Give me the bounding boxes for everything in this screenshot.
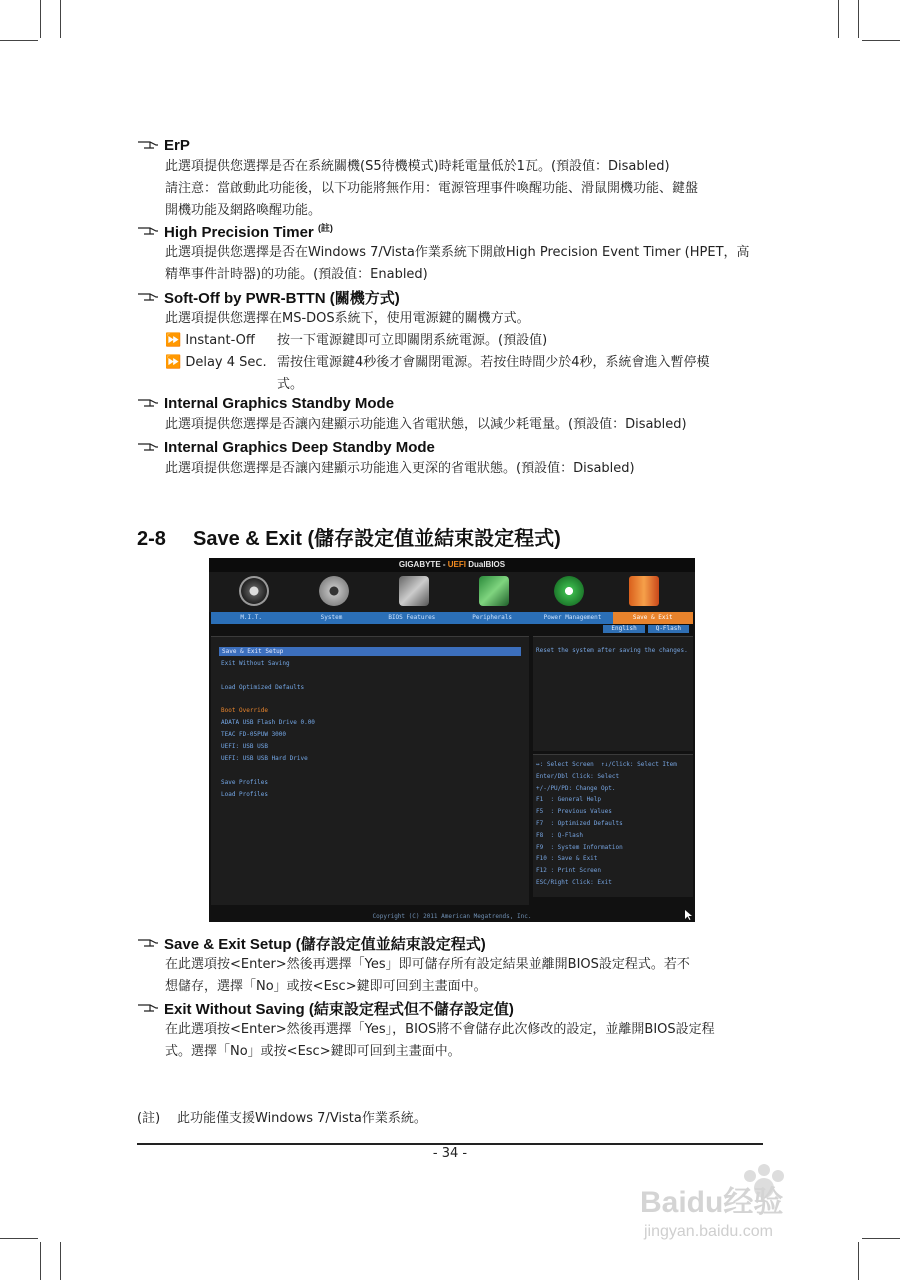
chip-icon <box>399 576 429 606</box>
option-title: High Precision Timer $^{(註)}$ <box>164 223 333 241</box>
menu-item-exit-without-saving[interactable]: Exit Without Saving <box>221 660 290 667</box>
menu-item-save-profiles[interactable]: Save Profiles <box>221 779 268 786</box>
menu-heading-boot-override: Boot Override <box>221 707 268 714</box>
menu-item-load-profiles[interactable]: Load Profiles <box>221 791 268 798</box>
crop-mark <box>40 0 41 38</box>
crop-mark <box>862 40 900 41</box>
crop-mark <box>0 40 38 41</box>
crop-mark <box>0 1238 38 1239</box>
menu-item-boot-device[interactable]: UEFI: USB USB <box>221 743 268 750</box>
option-description: 在此選項按<Enter>然後再選擇「Yes」，BIOS將不會儲存此次修改的設定，並離開BIOS設定程 式。選擇「No」或按<Esc>鍵即可回到主畫面中。 <box>165 1022 715 1059</box>
bios-keys-panel <box>533 754 693 897</box>
crop-mark <box>60 0 61 38</box>
crop-mark <box>40 1242 41 1280</box>
tab-mit[interactable]: M.I.T. <box>240 614 262 621</box>
tab-peripherals[interactable]: Peripherals <box>472 614 513 621</box>
pointing-hand-icon <box>137 441 159 453</box>
svg-text:Baidu经验: Baidu经验 <box>640 1186 784 1219</box>
pointing-hand-icon <box>137 1002 159 1014</box>
bios-icon-bar <box>209 572 695 612</box>
option-title: Exit Without Saving (結束設定程式但不儲存設定值) <box>164 1000 514 1018</box>
pointing-hand-icon <box>137 397 159 409</box>
pointing-hand-icon <box>137 937 159 949</box>
option-description: 在此選項按<Enter>然後再選擇「Yes」即可儲存所有設定結果並離開BIOS設定程式。若不 想儲存，選擇「No」或按<Esc>鍵即可回到主畫面中。 <box>165 957 690 994</box>
option-soft-off <box>137 286 767 396</box>
bios-menu-panel <box>211 636 529 905</box>
bios-help-panel <box>533 636 693 751</box>
sub-option: ⏩ Instant-Off 按一下電源鍵即可立即關閉系統電源。(預設值) <box>165 333 548 348</box>
option-title: Save & Exit Setup (儲存設定值並結束設定程式) <box>164 935 486 953</box>
key-legend: ↔: Select Screen ↑↓/Click: Select Item Enter/Dbl Click: Select +/-/PU/PD: Change Opt. F1 : General Help F5 : Previous Values F7 : Optimized Defaults F8 : Q-Flash F9 : System Information F10 : Save & Exit F12 : Print Screen ESC/Right Click: Exit <box>536 761 677 886</box>
baidu-watermark-logo <box>640 1160 860 1240</box>
menu-item-load-optimized-defaults[interactable]: Load Optimized Defaults <box>221 684 305 691</box>
double-arrow-icon: ⏩ <box>165 333 182 348</box>
crop-mark <box>838 0 839 38</box>
bios-screenshot <box>209 558 695 922</box>
option-description: 此選項提供您選擇在MS-DOS系統下，使用電源鍵的關機方式。 <box>165 311 530 326</box>
tab-system[interactable]: System <box>320 614 343 621</box>
tab-bios-features[interactable]: BIOS Features <box>388 614 436 621</box>
q-flash-button[interactable]: Q-Flash <box>648 625 689 633</box>
option-title: ErP <box>164 136 190 154</box>
sub-option: ⏩ Delay 4 Sec. 需按住電源鍵4秒後才會關閉電源。若按住時間少於4秒，系統會進入暫停模 式。 <box>165 355 710 392</box>
bios-tab-bar <box>211 612 693 624</box>
option-igd-deep-standby <box>137 436 767 480</box>
tab-power-management[interactable]: Power Management <box>543 614 602 621</box>
option-description: 此選項提供您選擇是否讓內建顯示功能進入省電狀態，以減少耗電量。(預設值：Disabled) <box>165 417 687 432</box>
footnote: (註) 此功能僅支援Windows 7/Vista作業系統。 <box>137 1111 427 1126</box>
crop-mark <box>60 1242 61 1280</box>
peripherals-icon <box>479 576 509 606</box>
footnote-marker: (註) <box>317 223 333 233</box>
crop-mark <box>862 1238 900 1239</box>
bios-copyright: Copyright (C) 2011 American Megatrends, Inc. <box>372 913 532 920</box>
menu-item-boot-device[interactable]: TEAC FD-05PUW 3000 <box>221 731 287 738</box>
option-save-exit-setup <box>137 932 767 998</box>
help-text: Reset the system after saving the changes. <box>536 647 688 654</box>
menu-item-boot-device[interactable]: UEFI: USB USB Hard Drive <box>221 755 308 762</box>
power-icon <box>554 576 584 606</box>
bios-title-bar: GIGABYTE - UEFI DualBIOS <box>209 558 695 572</box>
pointing-hand-icon <box>137 225 159 237</box>
option-erp <box>137 134 767 222</box>
speedometer-icon <box>239 576 269 606</box>
section-heading: 2-8 Save & Exit (儲存設定值並結束設定程式) <box>137 528 561 550</box>
exit-door-icon <box>629 576 659 606</box>
option-description: 此選項提供您選擇是否在Windows 7/Vista作業系統下開啟High Precision Event Timer (HPET，高 精準事件計時器)的功能。(預設值：Enabled) <box>165 245 750 282</box>
option-exit-without-saving <box>137 997 767 1063</box>
option-igd-standby <box>137 392 767 436</box>
menu-item-save-exit-setup[interactable]: Save & Exit Setup <box>219 647 521 656</box>
menu-item-boot-device[interactable]: ADATA USB Flash Drive 0.00 <box>221 719 315 726</box>
double-arrow-icon: ⏩ <box>165 355 182 370</box>
option-title: Soft-Off by PWR-BTTN (關機方式) <box>164 289 400 307</box>
option-high-precision-timer <box>137 220 767 286</box>
option-description: 此選項提供您選擇是否在系統關機(S5待機模式)時耗電量低於1瓦。(預設值：Disabled) 請注意：當啟動此功能後，以下功能將無作用：電源管理事件喚醒功能、滑鼠開機功能、鍵盤 開機功能及網路喚醒功能。 <box>165 159 699 218</box>
pointing-hand-icon <box>137 139 159 151</box>
option-description: 此選項提供您選擇是否讓內建顯示功能進入更深的省電狀態。(預設值：Disabled) <box>165 461 635 476</box>
mouse-cursor-icon <box>685 910 693 920</box>
gear-icon <box>319 576 349 606</box>
crop-mark <box>858 1242 859 1280</box>
page-number: - 34 - <box>432 1146 468 1161</box>
svg-text:jingyan.baidu.com: jingyan.baidu.com <box>644 1223 773 1240</box>
footer-rule <box>137 1143 763 1145</box>
bios-subtabs <box>603 625 689 633</box>
language-button[interactable]: English <box>603 625 644 633</box>
tab-save-exit[interactable]: Save & Exit <box>613 612 693 624</box>
option-title: Internal Graphics Standby Mode <box>164 394 395 412</box>
crop-mark <box>858 0 859 38</box>
pointing-hand-icon <box>137 291 159 303</box>
option-title: Internal Graphics Deep Standby Mode <box>164 438 435 456</box>
